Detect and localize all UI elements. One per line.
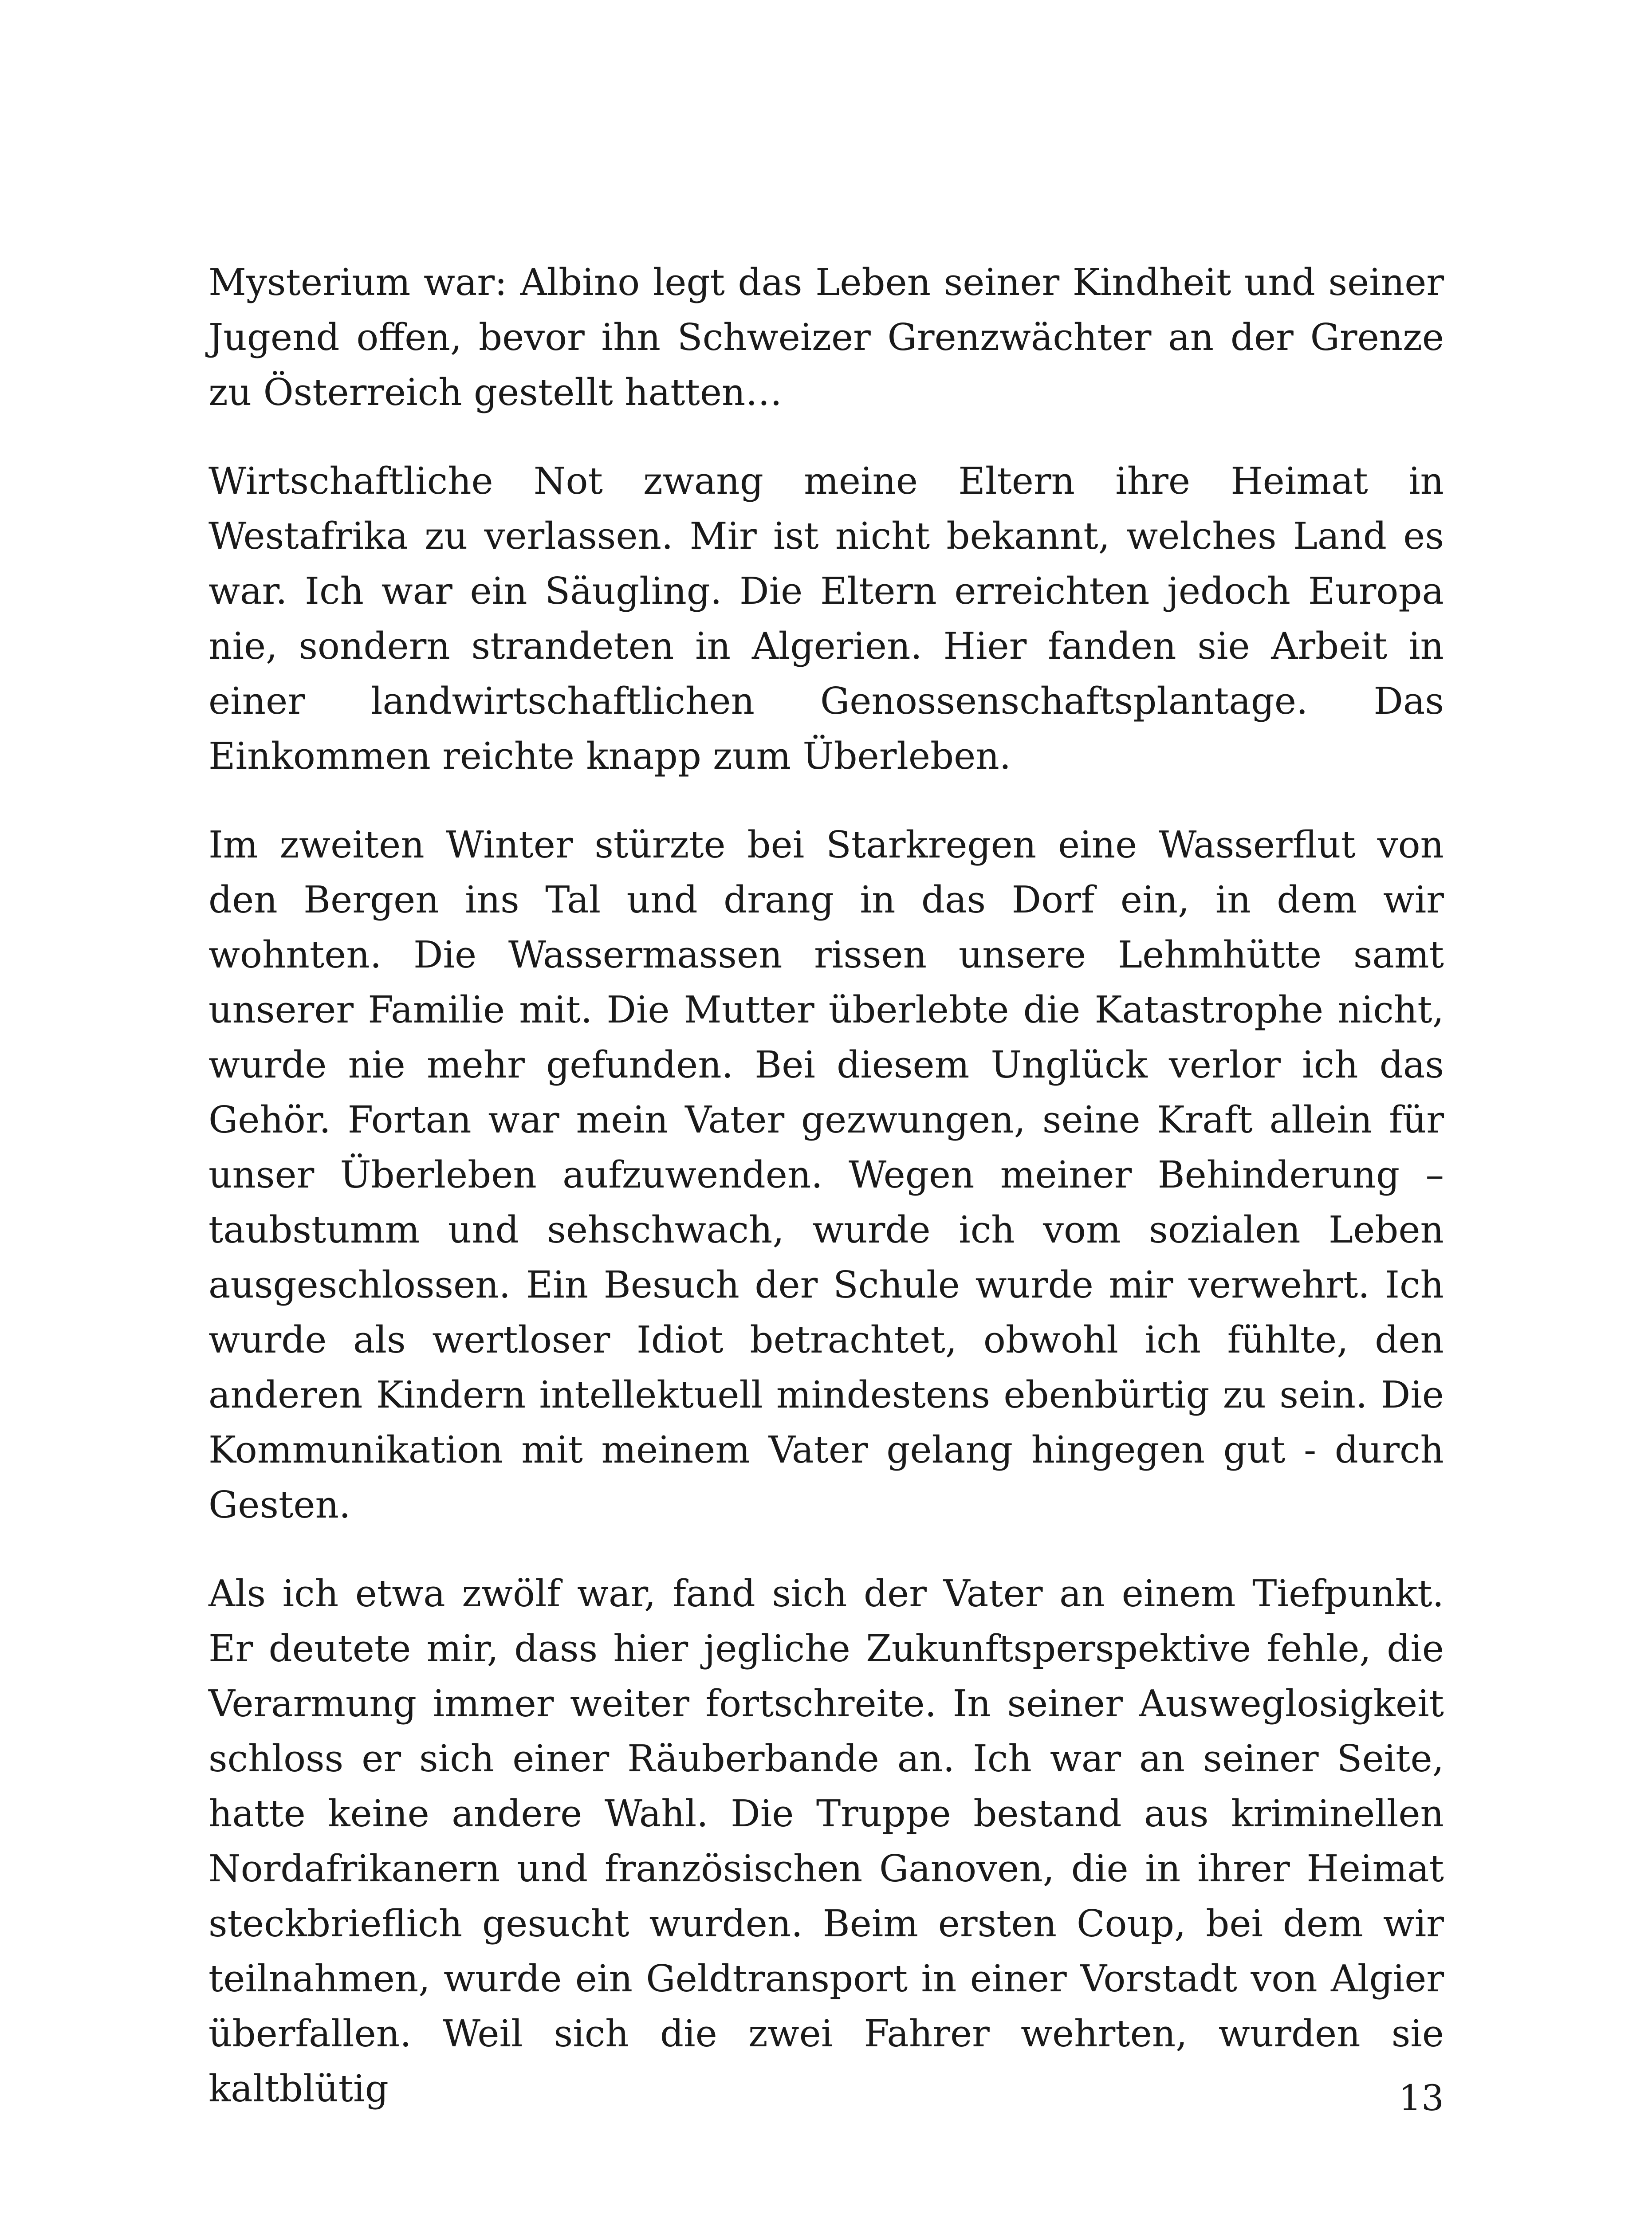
paragraph-1: Mysterium war: Albino legt das Leben seiner Kindheit und seiner Jugend offen, bevor ihn Schweizer Grenzwächter an der Grenze zu Österreich gestellt hatten… bbox=[208, 261, 1444, 414]
page-number: 13 bbox=[1399, 2077, 1444, 2119]
paragraph-4: Als ich etwa zwölf war, fand sich der Vater an einem Tiefpunkt. Er deutete mir, dass hier jegliche Zukunftsperspektive fehle, die Verarmung immer weiter fortschreite. In seiner Ausweglosigkeit schloss er sich einer Räuberbande an. Ich war an seiner Seite, hatte keine andere Wahl. Die Truppe bestand aus kriminellen Nordafrikanern und französischen Ganoven, die in ihrer Heimat steckbrieflich gesucht wurden. Beim ersten Coup, bei dem wir teilnahmen, wurde ein Geldtransport in einer Vorstadt von Algier überfallen. Weil sich die zwei Fahrer wehrten, wurden sie kaltblütig bbox=[208, 1572, 1444, 2110]
paragraph-2: Wirtschaftliche Not zwang meine Eltern ihre Heimat in Westafrika zu verlassen. Mir ist nicht bekannt, welches Land es war. Ich war ein Säugling. Die Eltern erreichten jedoch Europa nie, sondern strandeten in Algerien. Hier fanden sie Arbeit in einer landwirtschaftlichen Genossenschaftsplantage. Das Einkommen reichte knapp zum Überleben. bbox=[208, 460, 1444, 778]
body-text bbox=[208, 255, 1444, 2116]
paragraph-3: Im zweiten Winter stürzte bei Starkregen eine Wasserflut von den Bergen ins Tal und drang in das Dorf ein, in dem wir wohnten. Die Wassermassen rissen unsere Lehmhütte samt unserer Familie mit. Die Mutter überlebte die Katastrophe nicht, wurde nie mehr gefunden. Bei diesem Unglück verlor ich das Gehör. Fortan war mein Vater gezwungen, seine Kraft allein für unser Überleben aufzuwenden. Wegen meiner Behinderung – taubstumm und sehschwach, wurde ich vom sozialen Leben ausgeschlossen. Ein Besuch der Schule wurde mir verwehrt. Ich wurde als wertloser Idiot betrachtet, obwohl ich fühlte, den anderen Kindern intellektuell mindestens ebenbürtig zu sein. Die Kommunikation mit meinem Vater gelang hingegen gut - durch Gesten. bbox=[208, 823, 1444, 1526]
